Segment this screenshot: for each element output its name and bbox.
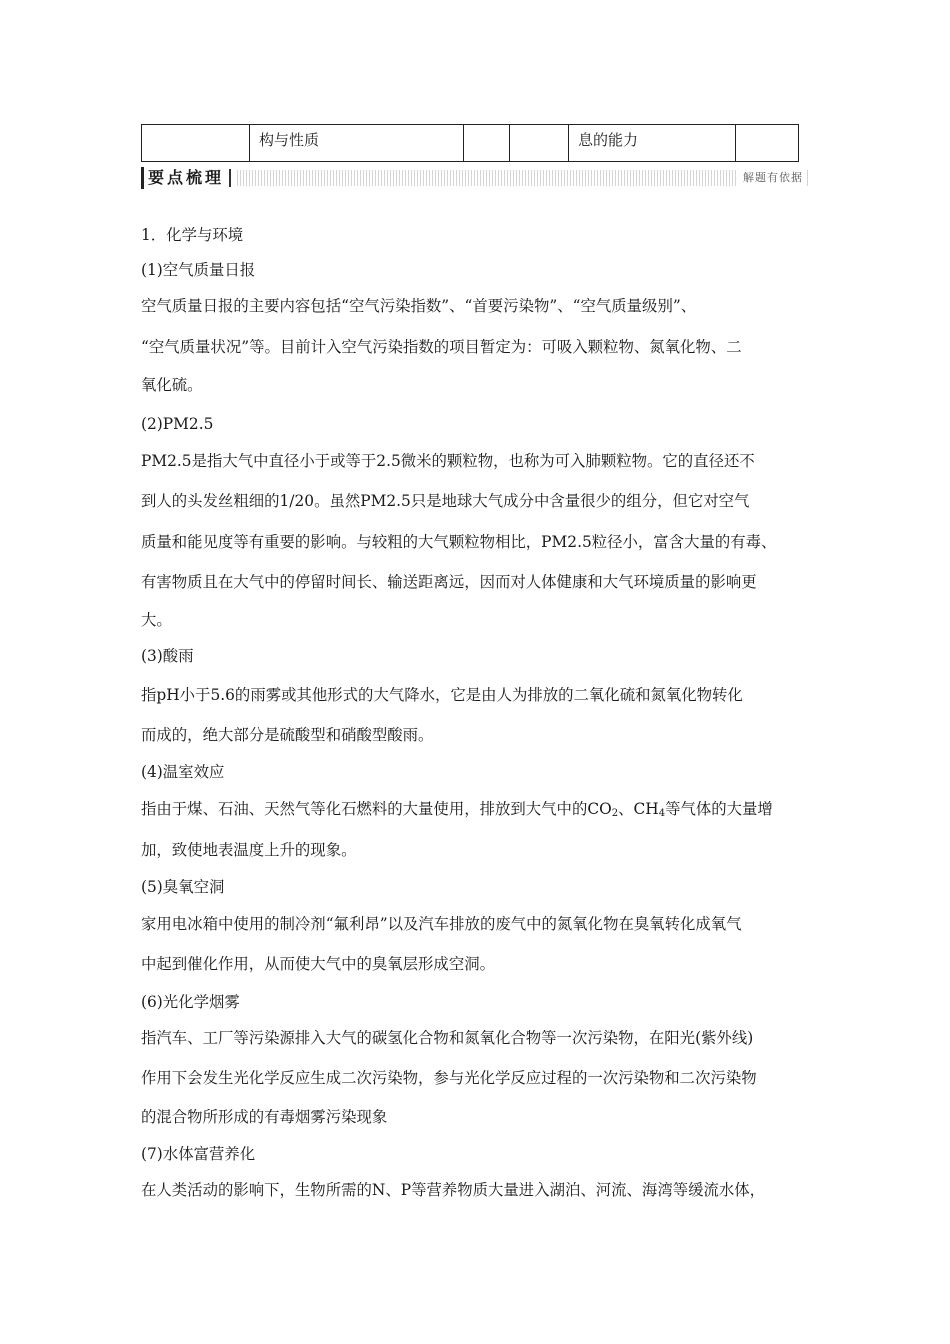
table-cell xyxy=(142,125,250,161)
subsection-heading: (5)臭氧空洞 xyxy=(141,878,225,896)
table-cell: 构与性质 xyxy=(250,125,464,161)
table-fragment xyxy=(141,124,799,162)
paragraph-line: 中起到催化作用，从而使大气中的臭氧层形成空洞。 xyxy=(141,955,495,973)
subsection-heading: (2)PM2.5 xyxy=(141,415,214,433)
paragraph-line: PM2.5是指大气中直径小于或等于2.5微米的颗粒物，也称为可入肺颗粒物。它的直径还不 xyxy=(141,452,755,470)
subsection-heading: (3)酸雨 xyxy=(141,647,194,665)
section-title: 要点梳理 xyxy=(141,167,224,189)
paragraph-line: 有害物质且在大气中的停留时间长、输送距离远，因而对人体健康和大气环境质量的影响更 xyxy=(141,573,757,591)
section-header xyxy=(141,167,810,189)
paragraph-line: 在人类活动的影响下，生物所需的N、P等营养物质大量进入湖泊、河流、海湾等缓流水体， xyxy=(141,1181,766,1199)
subsection-heading: (4)温室效应 xyxy=(141,763,225,781)
subscript: 2 xyxy=(611,808,619,819)
paragraph-line: “空气质量状况”等。目前计入空气污染指数的项目暂定为：可吸入颗粒物、氮氧化物、二 xyxy=(141,338,742,356)
subsection-heading: (7)水体富营养化 xyxy=(141,1145,256,1163)
text-run: 等气体的大量增 xyxy=(665,800,773,818)
text-run: 指由于煤、石油、天然气等化石燃料的大量使用，排放到大气中的CO xyxy=(141,800,612,818)
table-cell xyxy=(736,125,798,161)
paragraph-line: 质量和能见度等有重要的影响。与较粗的大气颗粒物相比，PM2.5粒径小，富含大量的有毒、 xyxy=(141,533,777,551)
paragraph-line: 的混合物所形成的有毒烟雾污染现象 xyxy=(141,1108,388,1126)
paragraph-line: 氧化硫。 xyxy=(141,376,203,394)
text-run: 、CH xyxy=(618,800,659,818)
paragraph-line xyxy=(141,796,773,822)
paragraph-line: 指pH小于5.6的雨雾或其他形式的大气降水，它是由人为排放的二氧化硫和氮氧化物转化 xyxy=(141,686,743,704)
paragraph-line: 大。 xyxy=(141,611,172,629)
table-cell xyxy=(464,125,510,161)
paragraph-heading: 1．化学与环境 xyxy=(141,226,244,244)
section-pattern xyxy=(237,170,810,186)
paragraph-line: 加，致使地表温度上升的现象。 xyxy=(141,841,357,859)
section-divider xyxy=(229,169,231,187)
subsection-heading: (6)光化学烟雾 xyxy=(141,993,240,1011)
subscript: 4 xyxy=(658,808,666,819)
paragraph-line: 作用下会发生光化学反应生成二次污染物，参与光化学反应过程的一次污染物和二次污染物 xyxy=(141,1069,757,1087)
paragraph-line: 到人的头发丝粗细的1/20。虽然PM2.5只是地球大气成分中含量很少的组分，但它对空气 xyxy=(141,492,750,510)
paragraph-line: 而成的，绝大部分是硫酸型和硝酸型酸雨。 xyxy=(141,726,434,744)
paragraph-line: 家用电冰箱中使用的制冷剂“氟利昂”以及汽车排放的废气中的氮氧化物在臭氧转化成氧气 xyxy=(141,915,742,933)
section-tag: 解题有依据 xyxy=(737,170,806,186)
table-cell: 息的能力 xyxy=(569,125,736,161)
subsection-heading: (1)空气质量日报 xyxy=(141,261,256,279)
table-cell xyxy=(510,125,569,161)
paragraph-line: 空气质量日报的主要内容包括“空气污染指数”、“首要污染物”、“空气质量级别”、 xyxy=(141,297,697,315)
paragraph-line: 指汽车、工厂等污染源排入大气的碳氢化合物和氮氧化合物等一次污染物，在阳光(紫外线) xyxy=(141,1029,754,1047)
